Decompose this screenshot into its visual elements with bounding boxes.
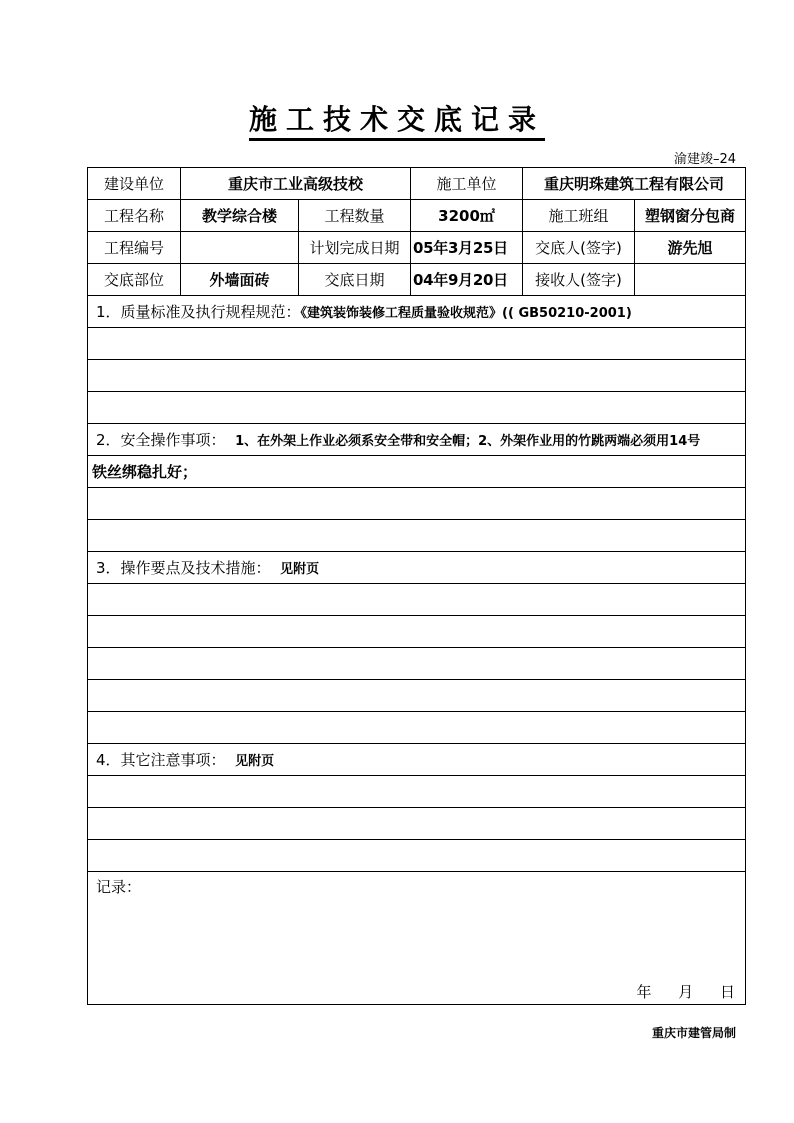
- table-row: [88, 200, 746, 232]
- table-row: [88, 872, 746, 1005]
- blank-line[interactable]: [88, 360, 746, 392]
- blank-line[interactable]: [88, 680, 746, 712]
- value-quantity[interactable]: 3200㎡: [411, 200, 523, 232]
- label-planned-completion: 计划完成日期: [299, 232, 411, 264]
- table-row: [88, 648, 746, 680]
- blank-line[interactable]: [88, 712, 746, 744]
- blank-line[interactable]: [88, 520, 746, 552]
- section-other-notes[interactable]: [88, 744, 746, 776]
- label-receiver: 接收人(签字): [523, 264, 635, 296]
- blank-line[interactable]: [88, 776, 746, 808]
- label-quantity: 工程数量: [299, 200, 411, 232]
- table-row: [88, 328, 746, 360]
- table-row: [88, 808, 746, 840]
- section-value: 1、在外架上作业必须系安全带和安全帽；2、外架作业用的竹跳两端必须用14号: [235, 434, 701, 449]
- section-value: 《建筑装饰装修工程质量验收规范》(( GB50210-2001): [300, 306, 632, 321]
- table-row: [88, 456, 746, 488]
- table-row: [88, 424, 746, 456]
- record-date: 年 月 日: [636, 983, 736, 1001]
- table-row: [88, 168, 746, 200]
- label-project-number: 工程编号: [88, 232, 181, 264]
- table-row: [88, 712, 746, 744]
- table-row: [88, 552, 746, 584]
- section-safety[interactable]: [88, 424, 746, 456]
- blank-line[interactable]: [88, 648, 746, 680]
- record-box[interactable]: [88, 872, 746, 1005]
- issuer-footer: 重庆市建管局制: [651, 1026, 736, 1040]
- table-row: [88, 584, 746, 616]
- table-row: [88, 296, 746, 328]
- value-project-number[interactable]: [181, 232, 299, 264]
- page-title: 施工技术交底记录: [0, 98, 794, 138]
- label-discloser: 交底人(签字): [523, 232, 635, 264]
- value-receiver[interactable]: [635, 264, 746, 296]
- blank-line[interactable]: [88, 840, 746, 872]
- blank-line[interactable]: [88, 392, 746, 424]
- blank-line[interactable]: [88, 328, 746, 360]
- table-row: [88, 840, 746, 872]
- record-label: 记录：: [96, 878, 142, 896]
- blank-line[interactable]: [88, 488, 746, 520]
- table-row: [88, 616, 746, 648]
- table-row: [88, 264, 746, 296]
- section-label: 2．安全操作事项：: [96, 431, 226, 449]
- label-project-name: 工程名称: [88, 200, 181, 232]
- section-label: 4．其它注意事项：: [96, 751, 226, 769]
- table-row: [88, 488, 746, 520]
- table-row: [88, 776, 746, 808]
- table-row: [88, 232, 746, 264]
- blank-line[interactable]: [88, 584, 746, 616]
- label-disclosure-date: 交底日期: [299, 264, 411, 296]
- value-construction-unit[interactable]: 重庆市工业高级技校: [181, 168, 411, 200]
- value-discloser[interactable]: 游先旭: [635, 232, 746, 264]
- table-row: [88, 680, 746, 712]
- value-contractor[interactable]: 重庆明珠建筑工程有限公司: [523, 168, 746, 200]
- value-team[interactable]: 塑钢窗分包商: [635, 200, 746, 232]
- blank-line[interactable]: [88, 808, 746, 840]
- section-value: 见附页: [280, 562, 320, 577]
- label-disclosure-location: 交底部位: [88, 264, 181, 296]
- value-planned-completion[interactable]: 05年3月25日: [411, 232, 523, 264]
- table-row: [88, 392, 746, 424]
- section-quality-standards[interactable]: [88, 296, 746, 328]
- value-disclosure-date[interactable]: 04年9月20日: [411, 264, 523, 296]
- label-construction-unit: 建设单位: [88, 168, 181, 200]
- section-label: 3．操作要点及技术措施：: [96, 559, 271, 577]
- disclosure-form-table: [87, 167, 746, 1005]
- form-code: 渝建竣–24: [673, 152, 736, 167]
- value-disclosure-location[interactable]: 外墙面砖: [181, 264, 299, 296]
- table-row: [88, 360, 746, 392]
- table-row: [88, 744, 746, 776]
- table-row: [88, 520, 746, 552]
- section-label: 1．质量标准及执行规程规范：: [96, 303, 301, 321]
- label-team: 施工班组: [523, 200, 635, 232]
- section-key-points[interactable]: [88, 552, 746, 584]
- value-project-name[interactable]: 教学综合楼: [181, 200, 299, 232]
- section-value: 见附页: [235, 754, 275, 769]
- label-contractor: 施工单位: [411, 168, 523, 200]
- blank-line[interactable]: [88, 616, 746, 648]
- section-safety-continuation[interactable]: 铁丝绑稳扎好；: [88, 456, 746, 488]
